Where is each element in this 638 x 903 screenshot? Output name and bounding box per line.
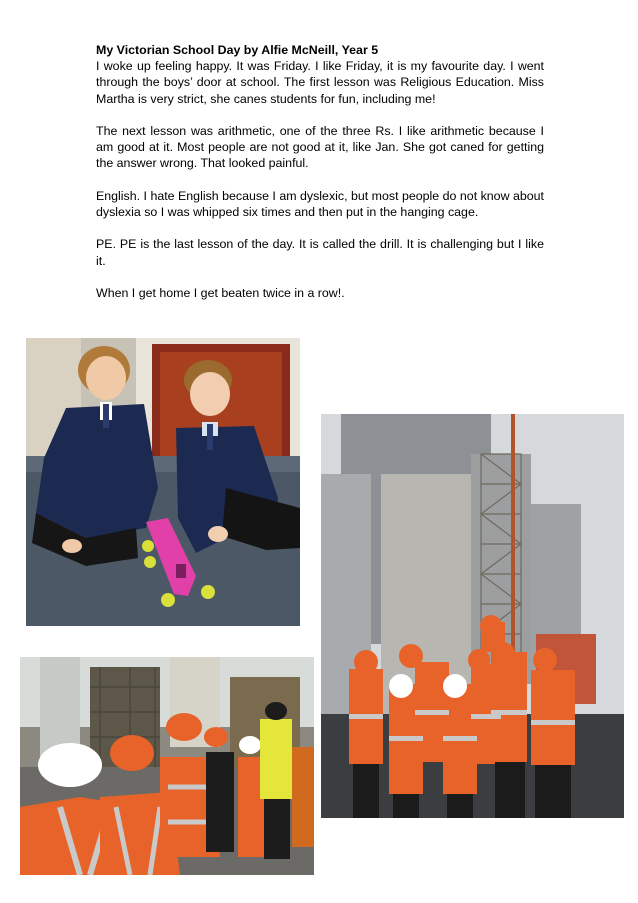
paragraph-3: English. I hate English because I am dyslexic, but most people do not know about dyslexia so I was whipped six times and then put in the hanging cage. — [96, 188, 544, 219]
paragraph-1: I woke up feeling happy. It was Friday. I like Friday, it is my favourite day. I went through the boys’ door at school. The first lesson was Religious Education. Miss Martha is very strict, she canes students for fun, including me! — [96, 59, 544, 106]
paragraph-4: PE. PE is the last lesson of the day. It is called the drill. It is challenging but I like it. — [96, 237, 544, 268]
power-station-photo — [321, 414, 624, 818]
article — [96, 42, 544, 317]
document-title: My Victorian School Day by Alfie McNeill, Year 5 — [96, 43, 379, 57]
paragraph-2: The next lesson was arithmetic, one of the three Rs. I like arithmetic because I am good at it. Most people are not good at it, like Jan. She got caned for getting the answer wrong. That looked painful. — [96, 124, 544, 171]
first-paragraph — [96, 42, 544, 107]
classroom-photo — [26, 338, 300, 626]
industrial-interior-photo — [20, 657, 314, 875]
paragraph-5: When I get home I get beaten twice in a row!. — [96, 285, 345, 300]
